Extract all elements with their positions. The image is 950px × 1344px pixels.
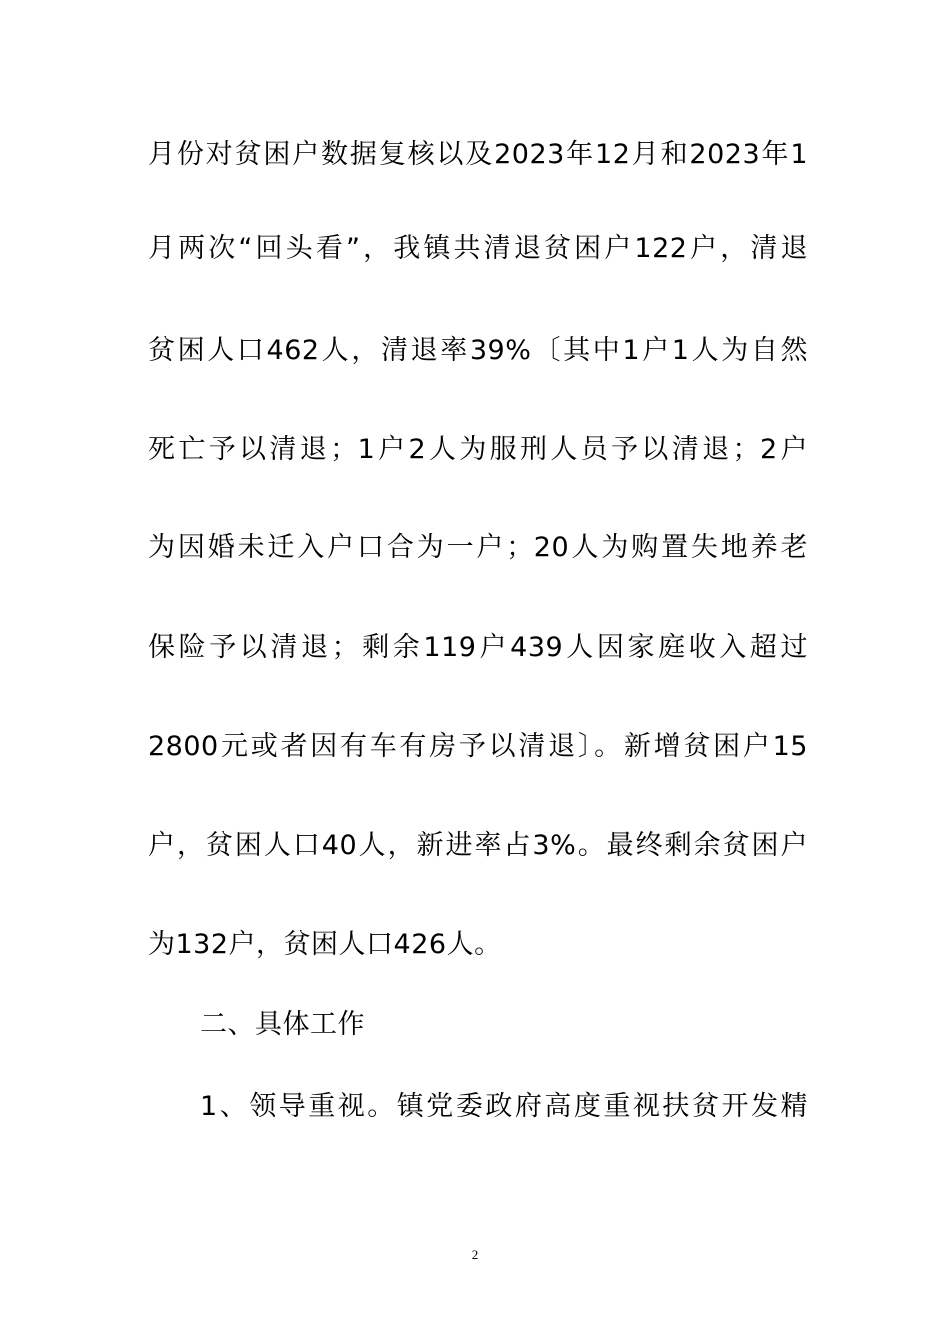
body-text-line-7: 2800元或者因有车有房予以清退〕。新增贫困户15 — [148, 731, 808, 762]
body-text-line-2: 月两次“回头看”，我镇共清退贫困户122户，清退 — [148, 233, 808, 264]
body-text-line-3: 贫困人口462人，清退率39%〔其中1户1人为自然 — [148, 335, 808, 366]
body-text-line-4: 死亡予以清退；1户2人为服刑人员予以清退；2户 — [148, 434, 808, 465]
body-text-line-5: 为因婚未迁入户口合为一户；20人为购置失地养老 — [148, 532, 808, 563]
section-heading: 二、具体工作 — [200, 1009, 365, 1040]
page-number: 2 — [471, 1247, 479, 1262]
body-text-line-9: 为132户，贫困人口426人。 — [148, 929, 502, 960]
body-text-line-6: 保险予以清退；剩余119户439人因家庭收入超过 — [148, 632, 808, 663]
body-text-line-8: 户，贫困人口40人，新进率占3%。最终剩余贫困户 — [148, 830, 808, 861]
list-item-1: 1、领导重视。镇党委政府高度重视扶贫开发精 — [200, 1091, 808, 1122]
body-text-line-1: 月份对贫困户数据复核以及2023年12月和2023年1 — [148, 139, 808, 170]
